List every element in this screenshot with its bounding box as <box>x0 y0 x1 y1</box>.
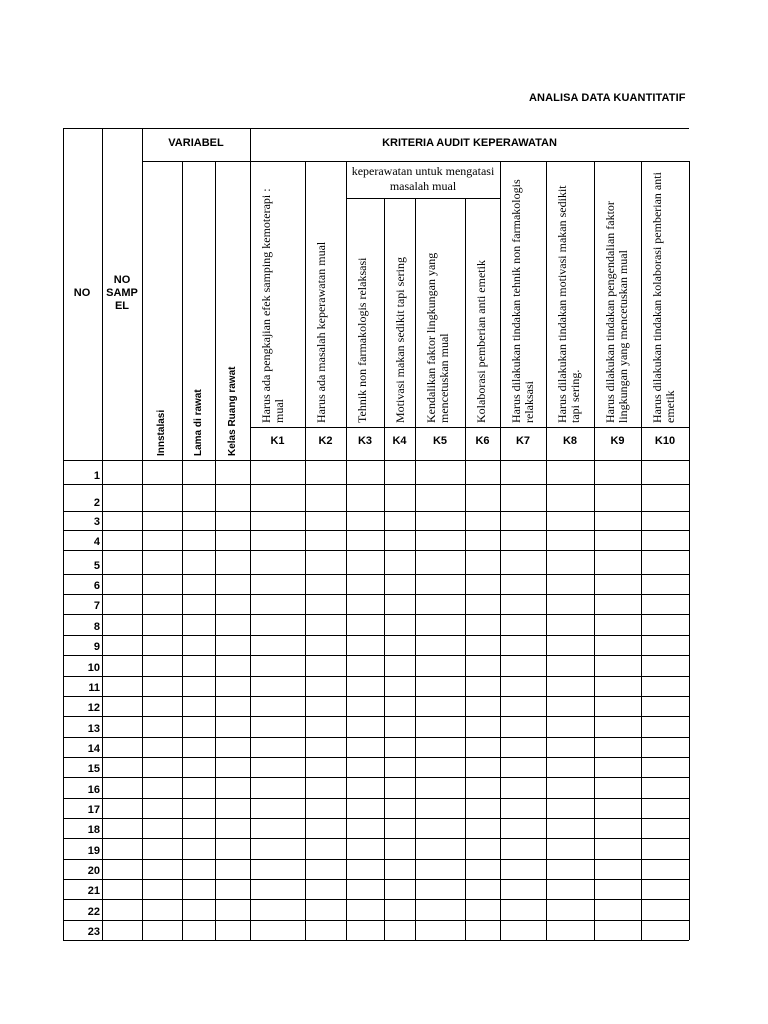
row-border <box>63 818 689 819</box>
criteria-text: Kendalikan faktor lingkungan yang mencetuskan mual <box>424 252 451 423</box>
row-border <box>63 757 689 758</box>
row-border <box>63 716 689 717</box>
row-border <box>63 511 689 512</box>
row-number: 12 <box>87 702 100 714</box>
row-number: 16 <box>87 784 100 796</box>
grid-line <box>415 198 416 460</box>
row-border <box>63 920 689 921</box>
row-number: 7 <box>93 600 100 612</box>
grid-line <box>641 460 642 940</box>
grid-line <box>142 460 143 940</box>
grid-line <box>465 460 466 940</box>
grid-line <box>465 198 466 460</box>
row-number: 23 <box>87 926 100 938</box>
grid-line <box>641 161 642 460</box>
row-number: 11 <box>88 682 100 694</box>
row-border <box>63 676 689 677</box>
grid-line <box>689 161 690 460</box>
row-border <box>63 574 689 575</box>
grid-line <box>346 460 347 940</box>
row-number: 21 <box>87 885 100 897</box>
row-border <box>63 859 689 860</box>
document-title: ANALISA DATA KUANTITATIF <box>529 92 686 104</box>
grid-line <box>305 460 306 940</box>
row-number: 10 <box>87 662 100 674</box>
row-border <box>63 696 689 697</box>
row-number: 9 <box>93 641 100 653</box>
row-border <box>63 614 689 615</box>
criteria-code: K1 <box>270 435 285 447</box>
criteria-text: Harus dilakukan tindakan tehnik non farmakologis relaksasi <box>509 179 536 423</box>
header-no: NO <box>73 287 91 299</box>
grid-line <box>142 128 143 460</box>
table-top-border <box>63 128 689 129</box>
criteria-code: K8 <box>562 435 578 447</box>
row-number: 2 <box>93 497 100 509</box>
grid-line <box>63 128 64 460</box>
criteria-text: Motivasi makan sedikit tapi sering <box>393 257 407 423</box>
criteria-code: K5 <box>432 435 448 447</box>
grid-line <box>594 460 595 940</box>
row-border <box>63 460 689 461</box>
grid-line <box>346 161 347 460</box>
row-border <box>63 777 689 778</box>
criteria-text: Harus dilakukan tindakan motivasi makan sedikit tapi sering. <box>555 185 582 423</box>
row-border <box>63 635 689 636</box>
row-border <box>63 594 689 595</box>
grid-line <box>546 161 547 460</box>
row-number: 1 <box>93 470 100 482</box>
criteria-code: K10 <box>654 435 676 447</box>
criteria-code: K2 <box>318 435 333 447</box>
criteria-text: Harus ada pengkajian efek samping kemoterapi : mual <box>259 188 286 423</box>
group-divider <box>346 198 500 199</box>
grid-line <box>102 460 103 940</box>
criteria-code: K3 <box>357 435 373 447</box>
grid-line <box>384 198 385 460</box>
row-number: 22 <box>87 906 100 918</box>
row-border <box>63 550 689 551</box>
row-number: 14 <box>87 743 100 755</box>
row-number: 4 <box>93 536 100 548</box>
row-number: 3 <box>93 516 100 528</box>
criteria-code: K9 <box>610 435 625 447</box>
variable-label: Kelas Ruang rawat <box>226 366 238 456</box>
criteria-text: Harus ada masalah keperawatan mual <box>314 241 328 423</box>
row-border <box>63 899 689 900</box>
grid-line <box>250 460 251 940</box>
grid-line <box>250 128 251 460</box>
criteria-code: K6 <box>475 435 490 447</box>
header-divider <box>142 161 689 162</box>
grid-line <box>63 460 64 940</box>
grid-line <box>500 460 501 940</box>
row-border <box>63 838 689 839</box>
row-number: 15 <box>87 763 100 775</box>
grid-line <box>415 460 416 940</box>
header-kriteria: KRITERIA AUDIT KEPERAWATAN <box>382 137 557 149</box>
row-number: 5 <box>93 560 100 572</box>
row-border <box>63 530 689 531</box>
criteria-text: Tehnik non farmakologis relaksasi <box>355 257 369 423</box>
grid-line <box>305 161 306 460</box>
header-variabel: VARIABEL <box>168 137 224 149</box>
variable-label: Innstalasi <box>156 409 167 456</box>
criteria-text: Harus dilakukan tindakan pengendalian faktor lingkungan yang mencetuskan mual <box>603 201 630 423</box>
header-group: keperawatan untuk mengatasi masalah mual <box>351 164 495 193</box>
row-border <box>63 484 689 485</box>
grid-line <box>689 460 690 940</box>
criteria-code: K7 <box>515 435 531 447</box>
row-border <box>63 737 689 738</box>
row-border <box>63 940 689 941</box>
grid-line <box>102 128 103 460</box>
grid-line <box>182 460 183 940</box>
row-number: 8 <box>93 621 100 633</box>
row-border <box>63 798 689 799</box>
header-no-sampel: NO SAMP EL <box>106 274 138 312</box>
grid-line <box>500 161 501 460</box>
row-number: 20 <box>87 865 100 877</box>
row-number: 17 <box>87 804 100 816</box>
row-border <box>63 879 689 880</box>
grid-line <box>546 460 547 940</box>
code-row-divider <box>250 427 689 428</box>
row-number: 13 <box>87 723 100 735</box>
row-border <box>63 655 689 656</box>
criteria-text: Kolaborasi pemberian anti emetik <box>474 260 488 423</box>
row-number: 19 <box>87 845 100 857</box>
grid-line <box>215 161 216 460</box>
grid-line <box>182 161 183 460</box>
grid-line <box>384 460 385 940</box>
criteria-text: Harus dilakukan tindakan kolaborasi pemberian anti emetik <box>650 172 677 423</box>
grid-line <box>594 161 595 460</box>
variable-label: Lama di rawat <box>192 389 204 456</box>
grid-line <box>215 460 216 940</box>
row-number: 6 <box>93 580 100 592</box>
criteria-code: K4 <box>392 435 407 447</box>
row-number: 18 <box>87 824 100 836</box>
